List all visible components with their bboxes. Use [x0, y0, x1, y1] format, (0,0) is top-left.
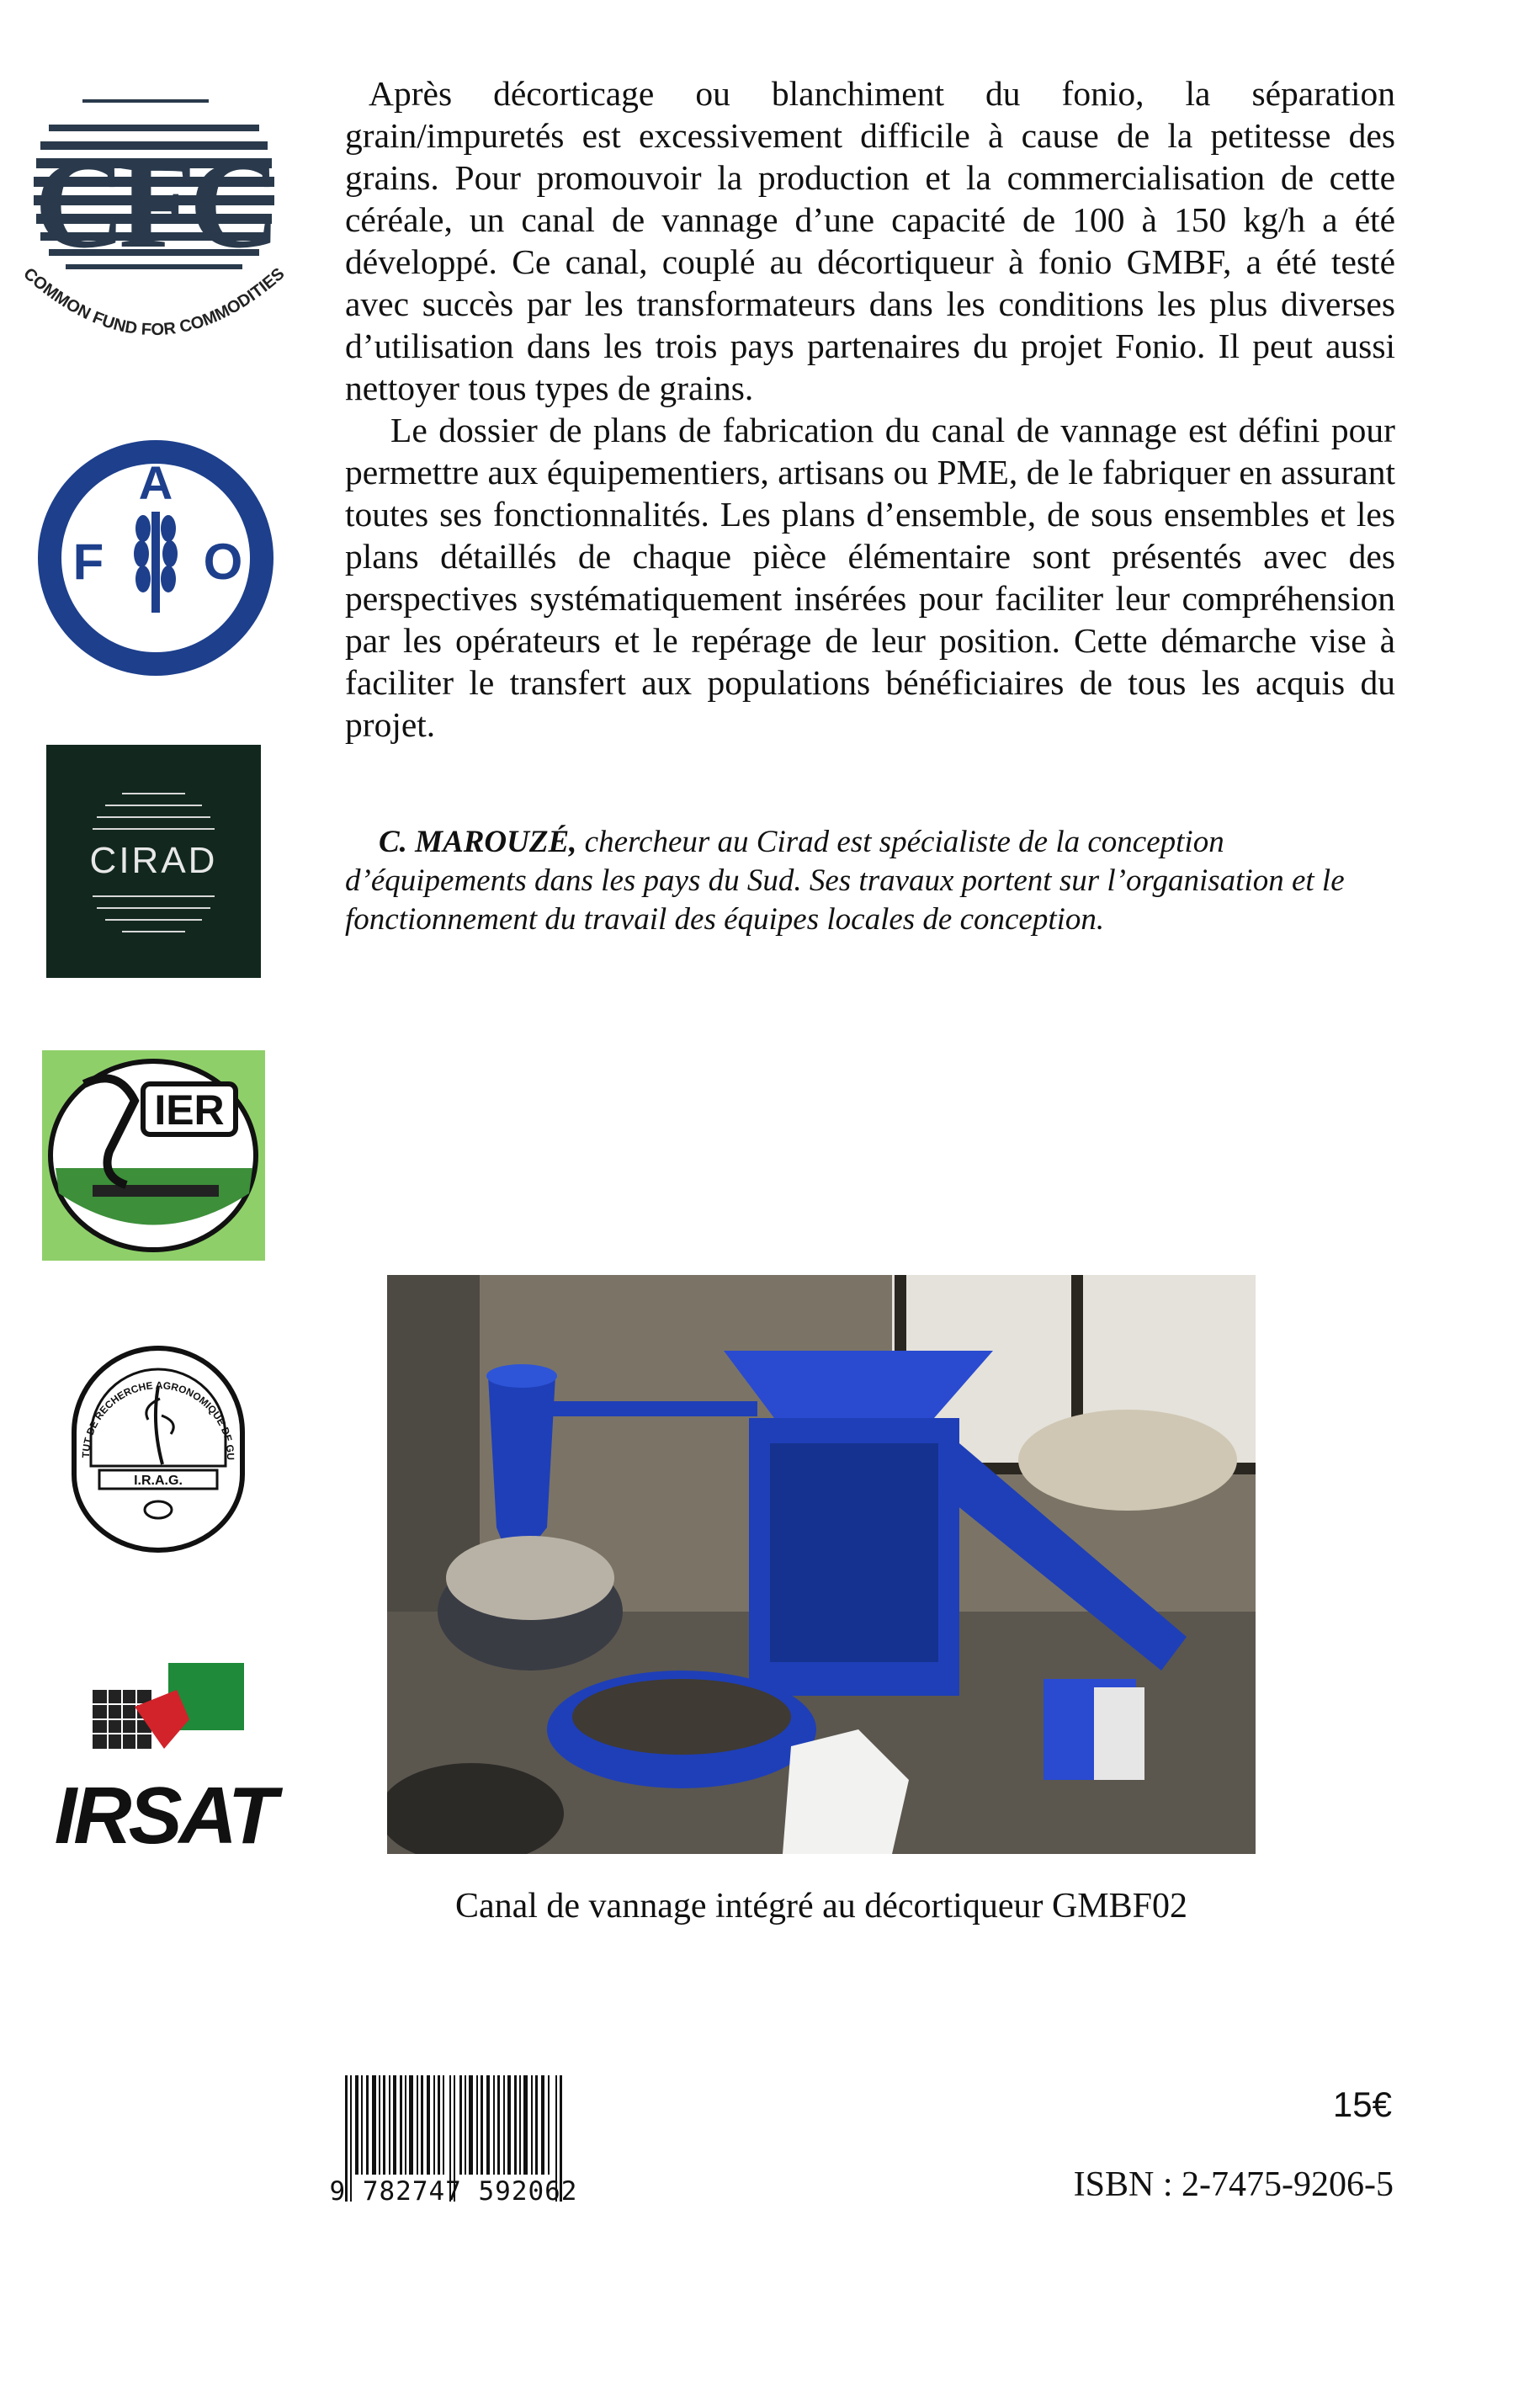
svg-text:CFC: CFC — [34, 135, 274, 274]
back-cover-body — [345, 72, 1395, 746]
author-note — [345, 823, 1395, 939]
cirad-label: CIRAD — [89, 840, 218, 881]
irag-logo — [57, 1331, 259, 1554]
svg-text:I.R.A.G.: I.R.A.G. — [134, 1474, 183, 1488]
body-paragraph-2: Le dossier de plans de fabrication du canal de vannage est défini pour permettre aux équipementiers, artisans ou PME, de le fabriquer en assurant toutes ses fonctionnalités. Les plans d’ensemble, de sous ensembles et les plans détaillés de chaque pièce élémentaire sont présentés avec des perspectives systématiquement insérées pour faciliter leur compréhension par les opérateurs et le repérage de leur position. Cette démarche vise à faciliter le transfert aux populations bénéficiaires de tous les acquis du projet. — [345, 411, 1395, 744]
barcode-digits: 9 782747 592062 — [329, 2176, 578, 2207]
svg-text:O: O — [203, 534, 243, 590]
ier-logo — [42, 1050, 265, 1261]
irsat-label: IRSAT — [54, 1771, 274, 1861]
price-label: 15€ — [1332, 2085, 1392, 2124]
body-paragraph-1: Après décorticage ou blanchiment du fonio, la séparation grain/impuretés est excessivement difficile à cause de la petitesse des grains. Pour promouvoir la production et la commercialisation de cette céréale, un canal de vannage d’une capacité de 100 à 150 kg/h a été développé. Ce canal, couplé au décortiqueur à fonio GMBF, a été testé avec succès par les transformateurs dans les conditions les plus diverses d’utilisation dans les trois pays partenaires du projet Fonio. Il peut aussi nettoyer tous types de grains. — [345, 74, 1395, 407]
svg-text:FIAT PANIS: FIAT PANIS — [86, 603, 226, 655]
irsat-logo — [42, 1656, 286, 1861]
svg-text:F: F — [72, 534, 104, 590]
svg-text:IER: IER — [154, 1086, 225, 1134]
cfc-logo — [15, 91, 301, 369]
svg-text:COMMON FUND FOR COMMODITIES: COMMON FUND FOR COMMODITIES — [19, 264, 289, 340]
photo-caption: Canal de vannage intégré au décortiqueur GMBF02 — [454, 1887, 1188, 1926]
isbn-label: ISBN : 2-7475-9206-5 — [1073, 2165, 1394, 2204]
cirad-logo — [46, 745, 261, 978]
winnowing-machine-photo — [387, 1275, 1256, 1854]
svg-text:INSTITUT DE RECHERCHE AGRONOMI: TUT DE RECHERCHE AGRONOMIQUE DE GU — [79, 1378, 237, 1461]
author-bio: chercheur au Cirad est spécialiste de la conception d’équipements dans les pays du Sud. Ses travaux portent sur l’organisation et le fonctionnement du travail des équipes locales de conception. — [345, 825, 1345, 937]
fao-logo — [34, 436, 278, 680]
author-name: C. MAROUZÉ, — [379, 825, 577, 859]
svg-text:A: A — [138, 456, 173, 509]
